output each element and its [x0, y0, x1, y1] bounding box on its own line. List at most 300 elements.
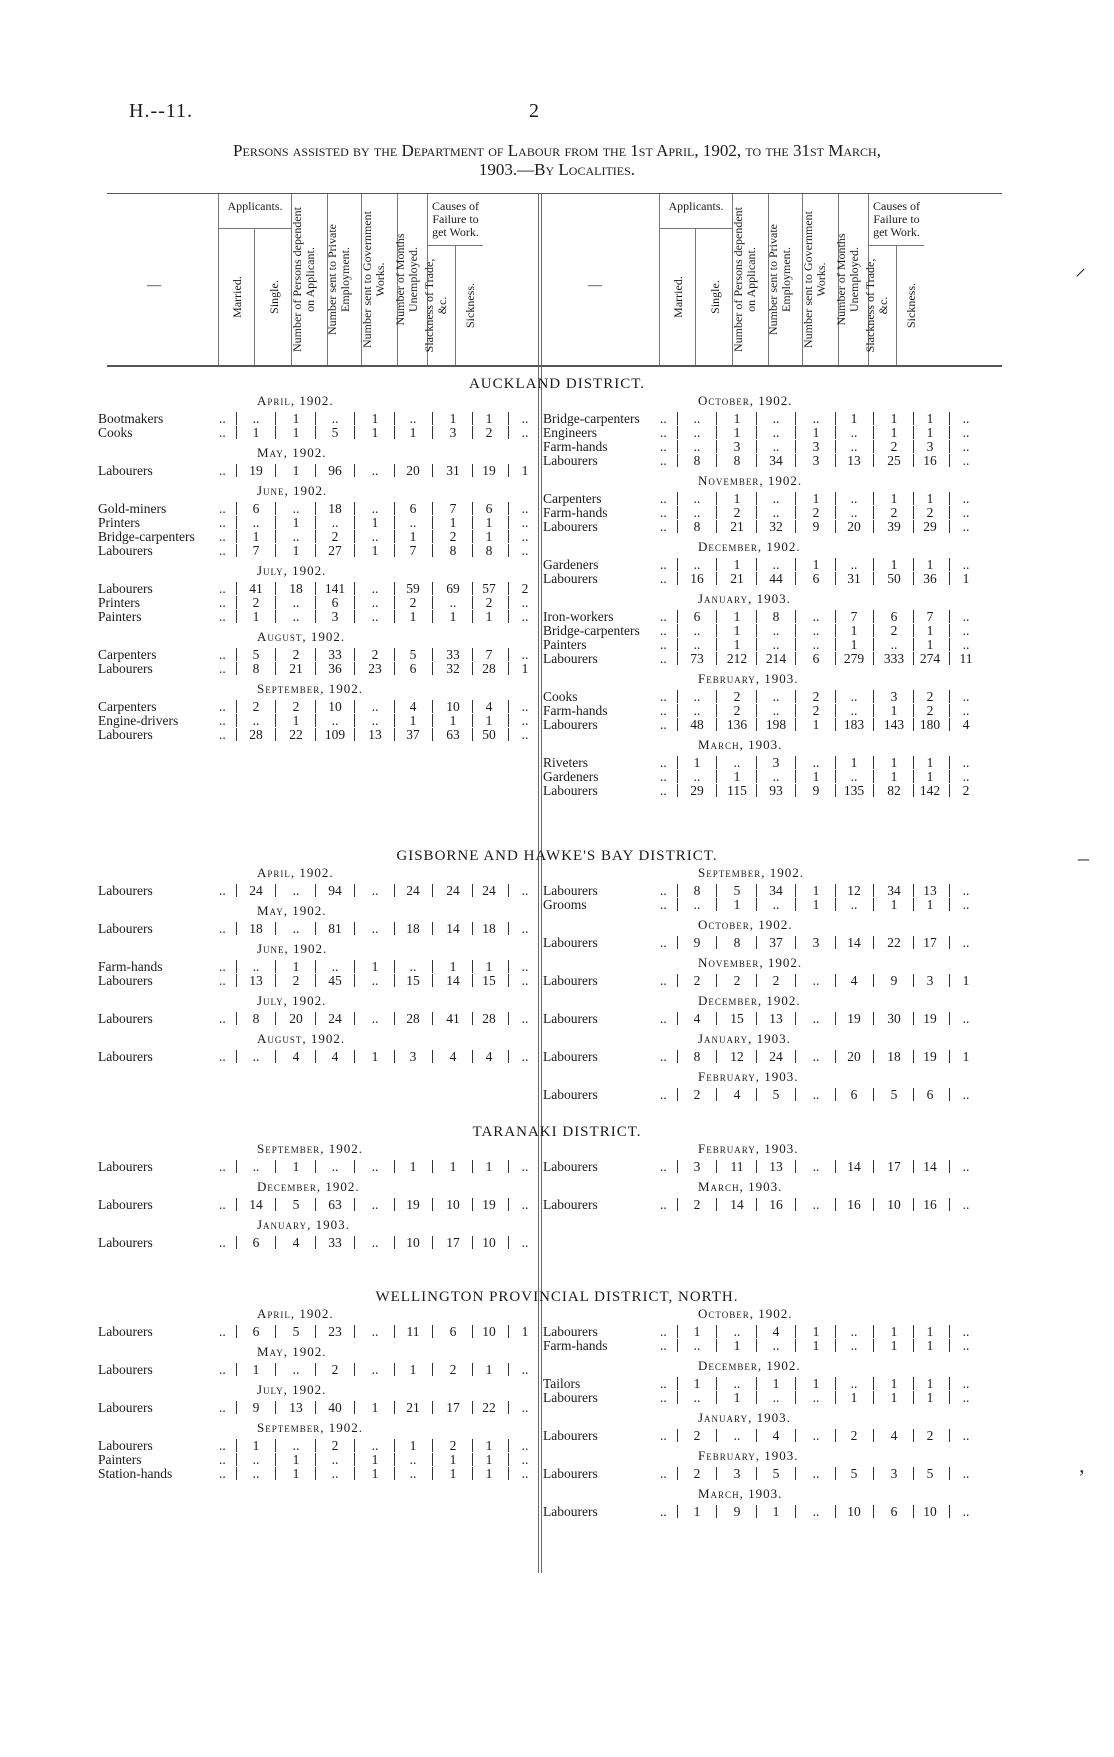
cell-value: 21 [289, 661, 303, 676]
cell-divider [756, 440, 757, 453]
cell-value: 50 [482, 727, 496, 742]
cell-divider [677, 898, 678, 911]
cell-value: 22 [887, 935, 901, 950]
cell-value: 1 [890, 425, 898, 440]
cell-value: 6 [252, 1324, 260, 1339]
cell-value: .. [812, 1428, 820, 1443]
cell-value: 6 [693, 609, 701, 624]
cell-value: .. [962, 1011, 970, 1026]
leader-dots: .. [660, 623, 667, 638]
occupation-label: Farm-hands [543, 439, 608, 454]
month-heading: September, 1902. [257, 1420, 363, 1435]
cell-value: .. [812, 1159, 820, 1174]
cell-value: 13 [847, 453, 861, 468]
cell-value: 41 [249, 581, 263, 596]
cell-value: 14 [847, 935, 861, 950]
cell-value: 30 [887, 1011, 901, 1026]
cell-value: 2 [812, 505, 820, 520]
cell-divider [795, 884, 796, 897]
month-heading: December, 1902. [698, 1358, 801, 1373]
cell-divider [275, 502, 276, 515]
cell-divider [354, 1198, 355, 1211]
occupation-label: Cooks [543, 689, 578, 704]
cell-value: 12 [730, 1049, 744, 1064]
cell-value: 5 [733, 883, 741, 898]
cell-value: 2 [926, 703, 934, 718]
cell-value: 1 [926, 1324, 934, 1339]
month-heading: July, 1902. [257, 993, 327, 1008]
table-row [543, 703, 988, 718]
cell-divider [275, 1050, 276, 1063]
cell-value: .. [371, 1324, 379, 1339]
occupation-label: Labourers [543, 1049, 598, 1064]
cell-divider [716, 558, 717, 571]
leader-dots: .. [660, 439, 667, 454]
cell-divider [677, 1198, 678, 1211]
cell-value: 1 [485, 515, 493, 530]
cell-value: 1 [521, 463, 529, 478]
cell-value: 18 [328, 501, 342, 516]
stub-dash: — [588, 278, 602, 293]
cell-value: .. [693, 411, 701, 426]
month-heading: April, 1902. [257, 865, 334, 880]
cell-divider [432, 610, 433, 623]
cell-divider [795, 936, 796, 949]
cell-divider [432, 502, 433, 515]
table-row [98, 1400, 547, 1415]
cell-value: 1 [850, 1390, 858, 1405]
cell-divider [315, 700, 316, 713]
cell-value: 6 [890, 609, 898, 624]
cell-divider [716, 492, 717, 505]
cell-value: 1 [926, 1390, 934, 1405]
cell-value: 6 [926, 1087, 934, 1102]
cell-divider [315, 728, 316, 741]
occupation-label: Labourers [98, 921, 153, 936]
cell-divider [236, 974, 237, 987]
cell-value: 9 [733, 1504, 741, 1519]
leader-dots: .. [219, 425, 226, 440]
leader-dots: .. [219, 1011, 226, 1026]
cell-value: 1 [371, 515, 379, 530]
cell-value: 20 [289, 1011, 303, 1026]
cell-value: 45 [328, 973, 342, 988]
cell-value: 34 [769, 453, 783, 468]
month-heading: September, 1902. [257, 1141, 363, 1156]
cell-value: 23 [328, 1324, 342, 1339]
cell-value: 22 [482, 1400, 496, 1415]
cell-value: 1 [292, 543, 300, 558]
cell-value: 1 [926, 491, 934, 506]
cell-value: 3 [409, 1049, 417, 1064]
cell-value: .. [521, 713, 529, 728]
causes-group: Causes of Failure to get Work. [427, 194, 483, 246]
leader-dots: .. [660, 1504, 667, 1519]
occupation-label: Labourers [98, 1011, 153, 1026]
cell-divider [354, 974, 355, 987]
cell-divider [677, 974, 678, 987]
occupation-label: Tailors [543, 1376, 581, 1391]
cell-value: 2 [693, 1197, 701, 1212]
cell-divider [716, 1012, 717, 1025]
cell-value: 3 [812, 439, 820, 454]
cell-value: 73 [690, 651, 704, 666]
cell-value: 1 [371, 959, 379, 974]
cell-divider [432, 1467, 433, 1480]
leader-dots: .. [660, 557, 667, 572]
leader-dots: .. [219, 411, 226, 426]
cell-value: .. [772, 623, 780, 638]
cell-divider [354, 922, 355, 935]
table-row [98, 647, 547, 662]
cell-divider [716, 1339, 717, 1352]
cell-value: 10 [923, 1504, 937, 1519]
cell-divider [677, 1339, 678, 1352]
table-row [98, 609, 547, 624]
table-row [98, 973, 547, 988]
leader-dots: .. [660, 1390, 667, 1405]
cell-value: .. [371, 921, 379, 936]
cell-value: .. [521, 973, 529, 988]
cell-value: 4 [485, 699, 493, 714]
cell-value: .. [772, 491, 780, 506]
cell-value: 28 [482, 661, 496, 676]
cell-value: 10 [482, 1235, 496, 1250]
cell-divider [236, 662, 237, 675]
table-row [98, 1466, 547, 1481]
cell-value: 4 [485, 1049, 493, 1064]
cell-divider [873, 1429, 874, 1442]
cell-divider [677, 412, 678, 425]
cell-divider [756, 558, 757, 571]
cell-value: 6 [485, 501, 493, 516]
leader-dots: .. [660, 1338, 667, 1353]
cell-value: 16 [847, 1197, 861, 1212]
cell-value: .. [772, 505, 780, 520]
leader-dots: .. [660, 783, 667, 798]
month-heading: February, 1903. [698, 1141, 799, 1156]
cell-value: 1 [733, 1390, 741, 1405]
column-dependent [291, 194, 328, 365]
cell-value: 10 [406, 1235, 420, 1250]
cell-value: 1 [890, 1338, 898, 1353]
cell-value: .. [521, 1049, 529, 1064]
cell-divider [236, 1236, 237, 1249]
month-heading: November, 1902. [698, 473, 803, 488]
cell-value: 10 [887, 1197, 901, 1212]
cell-divider [275, 1401, 276, 1414]
cell-value: 1 [292, 463, 300, 478]
cell-value: .. [252, 1159, 260, 1174]
table-row [98, 501, 547, 516]
cell-divider [756, 898, 757, 911]
table-row [543, 411, 988, 426]
cell-value: .. [812, 973, 820, 988]
cell-value: .. [371, 1438, 379, 1453]
cell-value: 12 [847, 883, 861, 898]
leader-dots: .. [219, 699, 226, 714]
cell-value: 24 [769, 1049, 783, 1064]
cell-divider [432, 1236, 433, 1249]
cell-value: 2 [449, 1438, 457, 1453]
cell-value: 50 [887, 571, 901, 586]
cell-divider [432, 596, 433, 609]
cell-value: 8 [485, 543, 493, 558]
occupation-label: Farm-hands [543, 505, 608, 520]
cell-value: 1 [733, 637, 741, 652]
cell-value: 3 [733, 439, 741, 454]
cell-value: .. [850, 425, 858, 440]
cell-value: 37 [769, 935, 783, 950]
cell-divider [354, 502, 355, 515]
cell-value: .. [772, 1338, 780, 1353]
table-row [98, 713, 547, 728]
column-private [768, 194, 803, 365]
cell-value: 1 [449, 411, 457, 426]
cell-divider [795, 492, 796, 505]
occupation-label: Bridge-carpenters [543, 411, 640, 426]
cell-value: 9 [812, 519, 820, 534]
cell-value: .. [850, 689, 858, 704]
month-heading: November, 1902. [698, 955, 803, 970]
cell-value: 1 [890, 491, 898, 506]
cell-divider [432, 922, 433, 935]
cell-value: 3 [812, 935, 820, 950]
cell-value: 1 [292, 515, 300, 530]
cell-divider [795, 1050, 796, 1063]
cell-divider [315, 1467, 316, 1480]
cell-value: 5 [409, 647, 417, 662]
cell-value: 19 [482, 1197, 496, 1212]
cell-value: 5 [331, 425, 339, 440]
cell-value: .. [850, 557, 858, 572]
leader-dots: .. [660, 689, 667, 704]
cell-divider [756, 1088, 757, 1101]
cell-value: .. [850, 1324, 858, 1339]
table-row [543, 935, 988, 950]
cell-divider [873, 492, 874, 505]
cell-divider [716, 572, 717, 585]
cell-value: .. [962, 1087, 970, 1102]
column-dependent [732, 194, 769, 365]
column-single [254, 229, 292, 365]
cell-value: 1 [962, 571, 970, 586]
cell-value: 1 [812, 425, 820, 440]
cell-divider [756, 1325, 757, 1338]
month-heading: December, 1902. [698, 993, 801, 1008]
cell-value: .. [962, 439, 970, 454]
table-row [543, 505, 988, 520]
cell-value: 11 [406, 1324, 420, 1339]
leader-dots: .. [660, 897, 667, 912]
column-label-dependent: Number of Persons dependent on Applicant. [290, 207, 317, 352]
cell-value: 1 [252, 425, 260, 440]
cell-value: 1 [962, 973, 970, 988]
leader-dots: .. [660, 769, 667, 784]
leader-dots: .. [660, 703, 667, 718]
cell-value: 6 [850, 1087, 858, 1102]
cell-divider [275, 884, 276, 897]
table-row [543, 651, 988, 666]
cell-value: .. [521, 1197, 529, 1212]
occupation-label: Labourers [543, 1390, 598, 1405]
cell-value: 2 [926, 689, 934, 704]
cell-value: 11 [959, 651, 973, 666]
month-heading: February, 1903. [698, 1069, 799, 1084]
cell-value: .. [772, 557, 780, 572]
cell-divider [354, 412, 355, 425]
cell-value: .. [812, 755, 820, 770]
cell-divider [354, 1439, 355, 1452]
occupation-label: Carpenters [98, 699, 157, 714]
column-slackness [422, 246, 456, 365]
occupation-label: Painters [98, 609, 142, 624]
occupation-label: Labourers [543, 973, 598, 988]
cell-value: .. [962, 1338, 970, 1353]
table-row [543, 1390, 988, 1405]
cell-divider [275, 544, 276, 557]
district-heading: TARANAKI DISTRICT. [472, 1124, 642, 1140]
month-heading: January, 1903. [257, 1217, 350, 1232]
cell-value: .. [812, 637, 820, 652]
leader-dots: .. [660, 1011, 667, 1026]
cell-value: 28 [406, 1011, 420, 1026]
cell-divider [677, 426, 678, 439]
cell-divider [677, 492, 678, 505]
cell-divider [795, 454, 796, 467]
cell-divider [432, 1012, 433, 1025]
cell-value: 2 [926, 1428, 934, 1443]
cell-value: 36 [923, 571, 937, 586]
cell-divider [315, 1160, 316, 1173]
cell-value: .. [812, 609, 820, 624]
occupation-label: Labourers [98, 1324, 153, 1339]
cell-value: 2 [733, 703, 741, 718]
column-label-married: Married. [230, 276, 244, 318]
occupation-label: Labourers [98, 661, 153, 676]
cell-value: 28 [482, 1011, 496, 1026]
cell-value: 1 [485, 1438, 493, 1453]
cell-divider [236, 516, 237, 529]
cell-value: .. [693, 703, 701, 718]
cell-value: 94 [328, 883, 342, 898]
cell-divider [677, 520, 678, 533]
cell-value: 1 [693, 1376, 701, 1391]
leader-dots: .. [219, 1049, 226, 1064]
cell-value: 2 [521, 581, 529, 596]
cell-value: 15 [730, 1011, 744, 1026]
occupation-label: Printers [98, 595, 140, 610]
cell-value: 8 [693, 519, 701, 534]
cell-value: .. [962, 1390, 970, 1405]
cell-divider [716, 638, 717, 651]
cell-divider [236, 1012, 237, 1025]
cell-value: 14 [446, 973, 460, 988]
cell-divider [756, 936, 757, 949]
applicants-group: Applicants. [218, 194, 291, 229]
cell-divider [432, 516, 433, 529]
leader-dots: .. [660, 1087, 667, 1102]
cell-value: .. [772, 425, 780, 440]
cell-divider [716, 898, 717, 911]
occupation-label: Labourers [543, 1197, 598, 1212]
table-row [543, 1376, 988, 1391]
cell-divider [756, 884, 757, 897]
cell-divider [236, 700, 237, 713]
cell-divider [677, 1505, 678, 1518]
cell-value: .. [371, 699, 379, 714]
cell-value: 1 [252, 1362, 260, 1377]
cell-divider [873, 454, 874, 467]
cell-divider [315, 1198, 316, 1211]
month-heading: March, 1903. [698, 1179, 783, 1194]
cell-divider [716, 520, 717, 533]
leader-dots: .. [660, 1159, 667, 1174]
cell-value: 31 [847, 571, 861, 586]
cell-value: .. [772, 703, 780, 718]
cell-divider [756, 1198, 757, 1211]
table-row [98, 425, 547, 440]
cell-value: .. [962, 491, 970, 506]
cell-value: 1 [733, 491, 741, 506]
cell-value: 21 [406, 1400, 420, 1415]
leader-dots: .. [219, 921, 226, 936]
column-sickness [455, 246, 484, 365]
cell-value: 180 [919, 717, 941, 732]
table-row [543, 1087, 988, 1102]
cell-divider [354, 530, 355, 543]
cell-divider [236, 728, 237, 741]
cell-value: 1 [485, 411, 493, 426]
table-row [98, 1049, 547, 1064]
cell-value: 29 [690, 783, 704, 798]
table-row [98, 959, 547, 974]
cell-value: 5 [850, 1466, 858, 1481]
cell-divider [716, 506, 717, 519]
cell-divider [873, 1088, 874, 1101]
cell-value: 1 [812, 769, 820, 784]
cell-value: .. [409, 959, 417, 974]
cell-divider [873, 426, 874, 439]
occupation-label: Farm-hands [543, 1338, 608, 1353]
cell-divider [275, 1160, 276, 1173]
cell-divider [236, 582, 237, 595]
cell-divider [716, 412, 717, 425]
cell-divider [275, 662, 276, 675]
cell-divider [716, 624, 717, 637]
cell-value: 31 [446, 463, 460, 478]
cell-divider [795, 624, 796, 637]
leader-dots: .. [660, 1466, 667, 1481]
leader-dots: .. [660, 651, 667, 666]
cell-divider [873, 440, 874, 453]
cell-value: .. [962, 411, 970, 426]
cell-divider [873, 784, 874, 797]
cell-value: 14 [446, 921, 460, 936]
cell-divider [795, 1339, 796, 1352]
table-row [543, 1504, 988, 1519]
cell-value: .. [812, 1011, 820, 1026]
cell-divider [354, 662, 355, 675]
cell-divider [873, 1467, 874, 1480]
column-slackness [863, 246, 897, 365]
cell-divider [677, 454, 678, 467]
cell-value: 3 [890, 1466, 898, 1481]
cell-value: 1 [926, 623, 934, 638]
cell-divider [354, 1453, 355, 1466]
cell-divider [315, 464, 316, 477]
cell-divider [756, 426, 757, 439]
